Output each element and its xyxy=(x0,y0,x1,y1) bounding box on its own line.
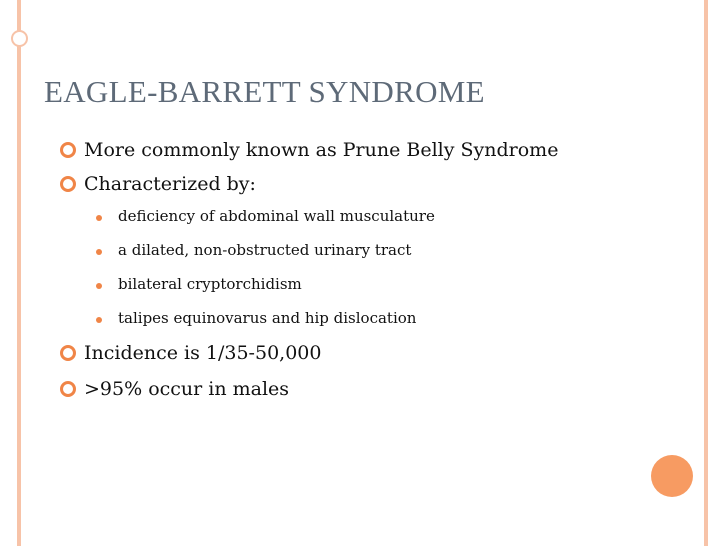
sub-bullet-item: deficiency of abdominal wall musculature xyxy=(118,207,435,225)
bullet-ring-icon xyxy=(60,142,76,158)
bullet-item: Characterized by: xyxy=(84,173,256,195)
bullet-ring-icon xyxy=(60,345,76,361)
bullet-item: Incidence is 1/35-50,000 xyxy=(84,342,322,364)
sub-bullet-item: talipes equinovarus and hip dislocation xyxy=(118,309,417,327)
bottom-decorative-circle xyxy=(651,455,693,497)
sub-bullet-dot-icon xyxy=(96,317,102,323)
sub-bullet-dot-icon xyxy=(96,215,102,221)
top-decorative-circle xyxy=(11,30,28,47)
bullet-ring-icon xyxy=(60,176,76,192)
right-decorative-border xyxy=(704,0,708,546)
slide-title: EAGLE-BARRETT SYNDROME xyxy=(44,74,485,109)
bullet-ring-icon xyxy=(60,381,76,397)
bullet-item: More commonly known as Prune Belly Syndrome xyxy=(84,139,559,161)
sub-bullet-dot-icon xyxy=(96,249,102,255)
sub-bullet-item: a dilated, non-obstructed urinary tract xyxy=(118,241,412,259)
sub-bullet-dot-icon xyxy=(96,283,102,289)
left-decorative-border xyxy=(17,0,21,546)
sub-bullet-item: bilateral cryptorchidism xyxy=(118,275,302,293)
bullet-item: >95% occur in males xyxy=(84,378,290,400)
